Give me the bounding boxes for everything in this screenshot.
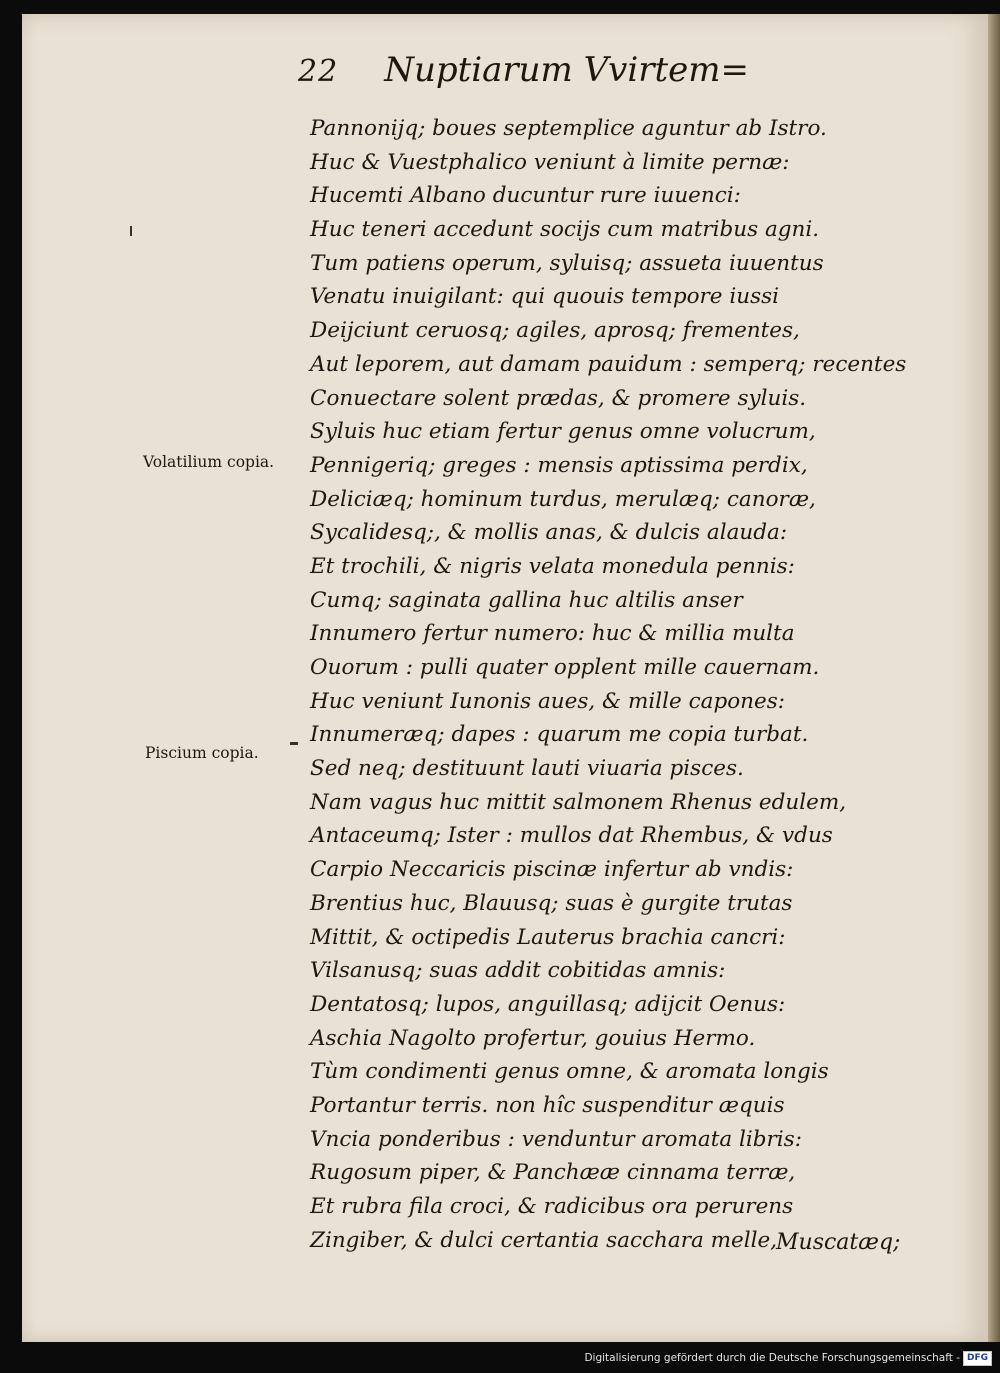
page-number: 22 — [298, 54, 339, 89]
verse-line: Sycalidesq;, & mollis anas, & dulcis alauda: — [310, 520, 788, 546]
ink-mark — [130, 226, 132, 236]
verse-line: Antaceumq; Ister : mullos dat Rhembus, & vdus — [310, 823, 833, 849]
verse-line: Syluis huc etiam fertur genus omne volucrum, — [310, 419, 816, 445]
verse-line: Deijciunt ceruosq; agiles, aprosq; frementes, — [310, 318, 800, 344]
verse-line: Tum patiens operum, syluisq; assueta iuuentus — [310, 250, 824, 276]
running-head: Nuptiarum Vvirtem= — [384, 50, 750, 90]
dfg-logo-icon: DFG — [963, 1351, 992, 1366]
verse-line: Rugosum piper, & Panchææ cinnama terræ, — [310, 1160, 796, 1186]
verse-line: Conuectare solent prædas, & promere syluis. — [310, 385, 807, 411]
verse-line: Nam vagus huc mittit salmonem Rhenus edulem, — [310, 789, 847, 815]
page-header — [298, 50, 749, 100]
funding-notice: Digitalisierung gefördert durch die Deutsche Forschungsgemeinschaft - — [584, 1352, 960, 1364]
verse-line: Brentius huc, Blauusq; suas è gurgite trutas — [310, 890, 793, 916]
verse-line: Et trochili, & nigris velata monedula pennis: — [310, 553, 795, 579]
verse-line: Cumq; saginata gallina huc altilis anser — [310, 587, 743, 613]
verse-line: Pennigeriq; greges : mensis aptissima perdix, — [310, 452, 808, 478]
ink-mark — [290, 742, 298, 745]
verse-line: Huc teneri accedunt socijs cum matribus agni. — [310, 217, 820, 243]
verse-line: Portantur terris. non hîc suspenditur æquis — [310, 1092, 785, 1118]
verse-line: Ouorum : pulli quater opplent mille cauernam. — [310, 655, 820, 680]
verse-line: Sed neq; destituunt lauti viuaria pisces. — [310, 756, 744, 782]
verse-line: Huc veniunt Iunonis aues, & mille capones: — [310, 688, 786, 714]
verse-line: Aschia Nagolto profertur, gouius Hermo. — [310, 1025, 756, 1051]
verse-line: Vncia ponderibus : venduntur aromata libris: — [310, 1126, 802, 1152]
verse-line: Zingiber, & dulci certantia sacchara melle, — [310, 1227, 778, 1253]
verse-line: Huc & Vuestphalico veniunt à limite pernæ: — [310, 149, 790, 175]
digitization-footer — [584, 1350, 992, 1366]
verse-line: Et rubra fila croci, & radicibus ora perurens — [310, 1194, 794, 1219]
verse-line: Innumero fertur numero: huc & millia multa — [310, 621, 795, 647]
marginal-note-volatilium: Volatilium copia. — [143, 453, 275, 471]
verse-line: Innumeræq; dapes : quarum me copia turbat. — [310, 722, 809, 748]
verse-line: Carpio Neccaricis piscinæ infertur ab vndis: — [310, 857, 794, 883]
verse-line: Mittit, & octipedis Lauterus brachia cancri: — [310, 924, 786, 950]
verse-line: Tùm condimenti genus omne, & aromata longis — [310, 1059, 829, 1085]
page-edge — [988, 14, 1000, 1342]
verse-line: Deliciæq; hominum turdus, merulæq; canoræ, — [310, 486, 816, 512]
marginal-note-piscium: Piscium copia. — [145, 744, 259, 762]
verse-text — [310, 112, 910, 1257]
verse-line: Venatu inuigilant: qui quouis tempore iussi — [310, 284, 780, 310]
verse-line: Dentatosq; lupos, anguillasq; adijcit Oenus: — [310, 991, 786, 1017]
verse-line: Hucemti Albano ducuntur rure iuuenci: — [310, 183, 741, 209]
verse-line: Pannonijq; boues septemplice aguntur ab Istro. — [310, 116, 827, 141]
verse-line: Vilsanusq; suas addit cobitidas amnis: — [310, 958, 726, 984]
catchword: Muscatæq; — [776, 1230, 901, 1255]
verse-line: Aut leporem, aut damam pauidum : semperq; recentes — [310, 351, 907, 377]
